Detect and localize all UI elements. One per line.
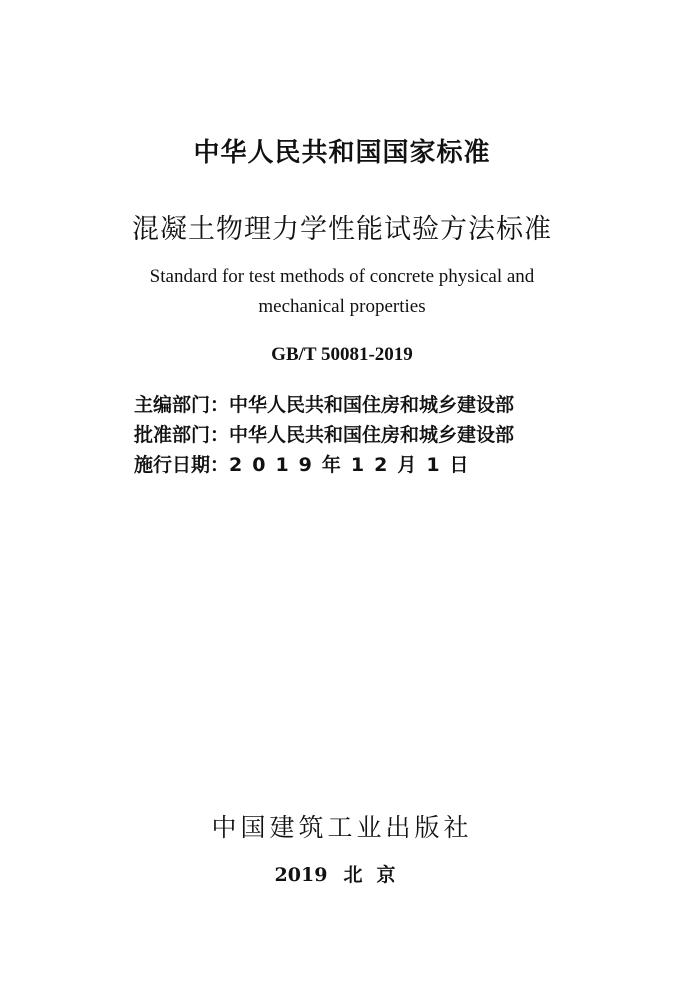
approver-department-label: 批准部门： (134, 424, 230, 446)
document-title-chinese: 混凝土物理力学性能试验方法标准 (132, 214, 552, 245)
editor-department-value: 中华人民共和国住房和城乡建设部 (229, 394, 515, 416)
publication-city: 北京 (343, 864, 410, 886)
document-title-english-line2: mechanical properties (258, 296, 426, 317)
document-title-english-line1: Standard for test methods of concrete physical and (149, 266, 535, 287)
approver-department-value: 中华人民共和国住房和城乡建设部 (229, 424, 515, 446)
standard-code: GB/T 50081-2019 (271, 344, 413, 365)
publication-year: 2019 (274, 864, 328, 886)
national-standard-heading: 中华人民共和国国家标准 (193, 138, 491, 168)
publisher-name: 中国建筑工业出版社 (211, 813, 473, 842)
effective-date-row (134, 450, 479, 477)
effective-date-value: 2019年12月1日 (229, 454, 479, 476)
publication-year-city (0, 860, 684, 887)
editor-department-row (134, 390, 514, 417)
effective-date-label: 施行日期： (134, 454, 230, 476)
approver-department-row (134, 420, 514, 447)
editor-department-label: 主编部门： (134, 394, 230, 416)
